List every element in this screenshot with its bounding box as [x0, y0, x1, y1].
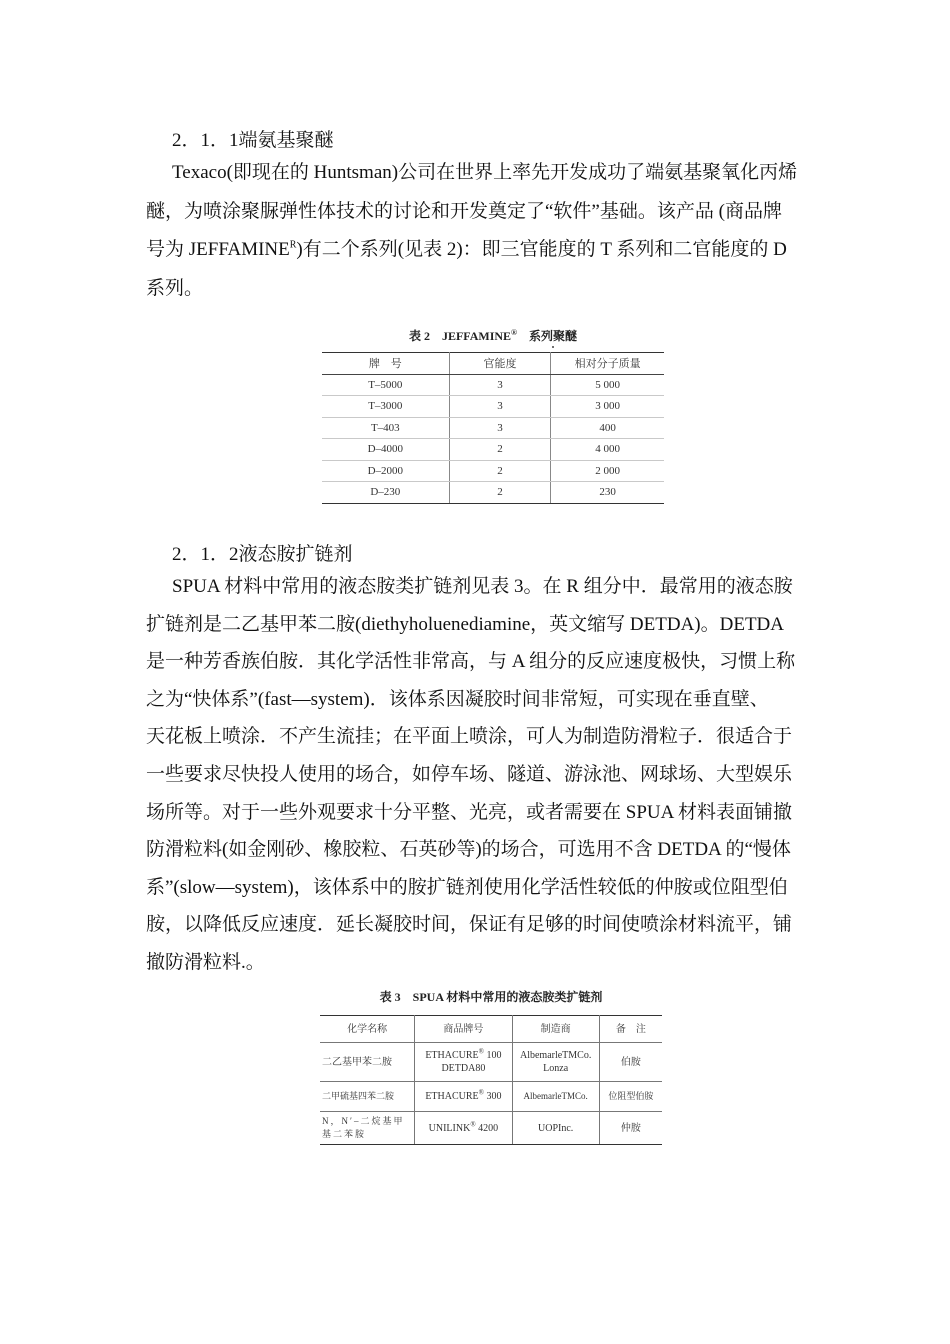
table-cell: D–230 [322, 482, 449, 504]
paragraph-line: 之为“快体系”(fast—system)．该体系因凝胶时间非常短，可实现在垂直壁、 [146, 688, 769, 710]
column-header: 化学名称 [320, 1016, 415, 1043]
column-header: 官能度 [449, 353, 551, 375]
paragraph-line: 扩链剂是二乙基甲苯二胺(diethyholuenediamine，英文缩写 DETDA)。DETDA [146, 613, 784, 635]
paragraph-text: )有二个系列(见表 2)：即三官能度的 T 系列和二官能度的 D [296, 239, 787, 260]
table-cell: 3 000 [551, 396, 664, 418]
paragraph-liquid-amine [146, 568, 808, 982]
brand-text: ETHACURE [425, 1091, 479, 1102]
table-cell: 伯胺 [599, 1043, 662, 1082]
table3-caption: 表 3 SPUA 材料中常用的液态胺类扩链剂 [379, 990, 603, 1004]
brand-line [417, 1122, 509, 1135]
table-cell: T–3000 [322, 396, 449, 418]
table-cell [415, 1043, 512, 1082]
paragraph-line [146, 231, 808, 270]
paragraph-line: 醚，为喷涂聚脲弹性体技术的讨论和开发奠定了“软件”基础。该产品 (商品牌 [146, 200, 782, 222]
caption-text: 系列聚醚 [517, 329, 578, 343]
table-cell: AlbemarleTMCo. [512, 1082, 599, 1112]
table-header-row [320, 1016, 662, 1043]
table-cell: 5 000 [551, 374, 664, 396]
column-header: 备 注 [599, 1016, 662, 1043]
brand-line [417, 1049, 509, 1062]
table-row [322, 482, 664, 504]
table-cell: 4 000 [551, 439, 664, 461]
brand-text: 4200 [475, 1122, 499, 1134]
registered-mark: ® [478, 1047, 484, 1056]
table-row [320, 1082, 662, 1112]
table-cell: 二甲硫基四苯二胺 [320, 1082, 415, 1112]
table-cell: D–4000 [322, 439, 449, 461]
table-cell: D–2000 [322, 460, 449, 482]
table-cell [512, 1043, 599, 1082]
paragraph-line: SPUA 材料中常用的液态胺类扩链剂见表 3。在 R 组分中．最常用的液态胺 [172, 576, 793, 597]
table2-caption [322, 327, 664, 344]
column-header: 制造商 [512, 1016, 599, 1043]
table-cell: 2 [449, 482, 551, 504]
brand-line: DETDA80 [441, 1063, 486, 1074]
table-cell: 3 [449, 396, 551, 418]
table-cell: 2 [449, 439, 551, 461]
table-cell: 二乙基甲苯二胺 [320, 1043, 415, 1082]
paragraph-amine-polyether [146, 154, 808, 308]
table-row [322, 417, 664, 439]
column-header: 商品牌号 [415, 1016, 512, 1043]
column-header: 相对分子质量 [551, 353, 664, 375]
table-row [320, 1043, 662, 1082]
paragraph-line: 场所等。对于一些外观要求十分平整、光亮，或者需要在 SPUA 材料表面铺撤 [146, 801, 793, 823]
registered-mark: ® [478, 1088, 484, 1097]
paragraph-line: 一些要求尽快投人使用的场合，如停车场、隧道、游泳池、网球场、大型娱乐 [146, 763, 793, 785]
scan-speck [552, 346, 554, 348]
registered-mark: ® [511, 328, 518, 337]
trademark-superscript: R [289, 239, 297, 251]
table-cell: 3 [449, 374, 551, 396]
registered-mark: ® [470, 1120, 476, 1129]
table-cell [415, 1112, 512, 1145]
brand-text: ETHACURE [425, 1050, 479, 1061]
table-cell: N，N′–二烷基甲基二苯胺 [320, 1112, 415, 1145]
table-cell: 2 000 [551, 460, 664, 482]
table2-jeffamine [322, 352, 664, 504]
table-cell: 230 [551, 482, 664, 504]
table3-chain-extenders [320, 1015, 662, 1145]
paragraph-line: Texaco(即现在的 Huntsman)公司在世界上率先开发成功了端氨基聚氧化丙烯 [172, 162, 798, 183]
paragraph-line: 胺，以降低反应速度．延长凝胶时间，保证有足够的时间使喷涂材料流平，铺 [146, 914, 793, 936]
table-cell: T–403 [322, 417, 449, 439]
paragraph-line: 是一种芳香族伯胺．其化学活性非常高，与 A 组分的反应速度极快，习惯上称 [146, 651, 796, 673]
table-cell: 400 [551, 417, 664, 439]
section-heading-2-1-2: 2．1．2液态胺扩链剂 [172, 544, 353, 565]
table-cell: 3 [449, 417, 551, 439]
paragraph-line: 撤防滑粒料.。 [146, 951, 265, 973]
table-row [322, 439, 664, 461]
brand-line [417, 1090, 509, 1103]
table-cell: UOPInc. [512, 1112, 599, 1145]
brand-text: 300 [483, 1091, 502, 1102]
paragraph-line: 系列。 [146, 277, 204, 299]
maker-line: Lonza [543, 1063, 569, 1074]
paragraph-text: 号为 JEFFAMINE [146, 239, 290, 260]
table-cell: 2 [449, 460, 551, 482]
paragraph-line: 天花板上喷涂．不产生流挂；在平面上喷涂，可人为制造防滑粒子．很适合于 [146, 726, 793, 748]
table-cell: 位阻型伯胺 [599, 1082, 662, 1112]
caption-text: 表 2 JEFFAMINE [408, 329, 512, 343]
table-cell: 仲胺 [599, 1112, 662, 1145]
table-row [322, 460, 664, 482]
paragraph-line: 防滑粒料(如金刚砂、橡胶粒、石英砂等)的场合，可选用不含 DETDA 的“慢体 [146, 839, 791, 861]
section-heading-2-1-1: 2．1．1端氨基聚醚 [172, 130, 334, 151]
table-header-row [322, 353, 664, 375]
brand-text: UNILINK [428, 1122, 471, 1134]
table-cell [415, 1082, 512, 1112]
column-header: 牌 号 [322, 353, 449, 375]
paragraph-line: 系”(slow—system)，该体系中的胺扩链剂使用化学活性较低的仲胺或位阻型伯 [146, 876, 788, 898]
maker-line: AlbemarleTMCo. [519, 1050, 592, 1061]
table-cell: T–5000 [322, 374, 449, 396]
table-row [322, 396, 664, 418]
table-row [322, 374, 664, 396]
table-row [320, 1112, 662, 1145]
brand-text: 100 [483, 1050, 502, 1061]
